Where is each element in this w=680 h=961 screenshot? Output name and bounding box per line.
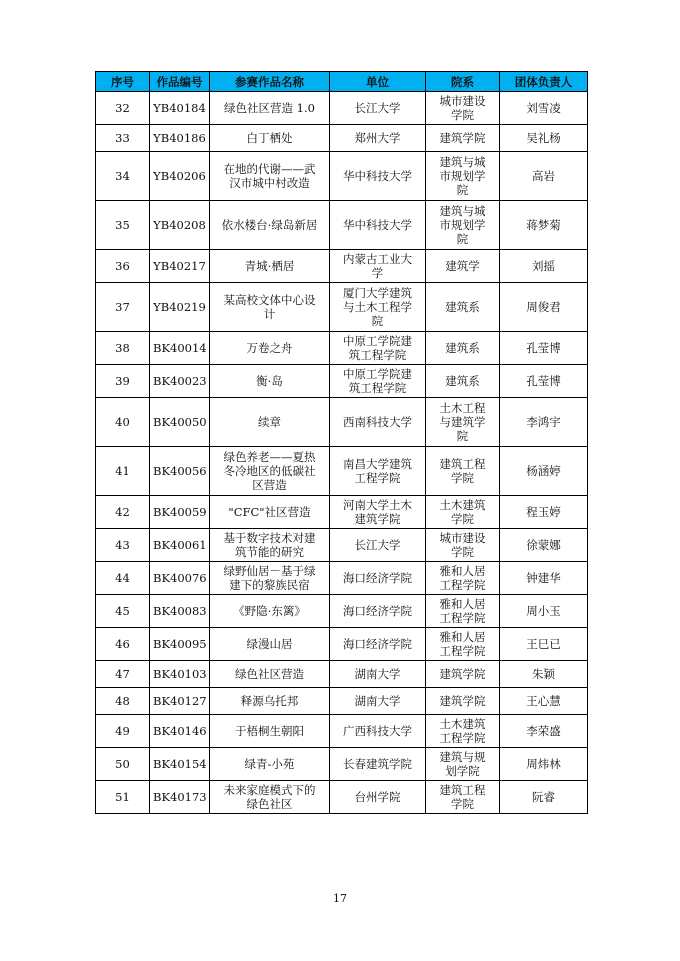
cell-work-code [150, 628, 210, 661]
cell-serial-number-text: 33 [115, 131, 130, 145]
cell-serial-number-text: 34 [115, 169, 130, 183]
cell-department [426, 661, 500, 688]
cell-team-leader-text: 朱颖 [532, 667, 555, 681]
cell-team-leader-text: 孔莹博 [526, 341, 561, 355]
cell-team-leader [500, 661, 588, 688]
cell-unit [330, 365, 426, 398]
cell-team-leader-text: 吴礼杨 [526, 131, 561, 145]
cell-serial-number-text: 50 [115, 757, 130, 771]
cell-work-code-text: YB40186 [153, 131, 206, 145]
cell-serial-number-text: 39 [115, 374, 130, 388]
header-work-code: 作品编号 [150, 72, 210, 92]
cell-unit-text: 中原工学院建 筑工程学院 [343, 367, 412, 395]
table-row [96, 688, 588, 715]
header-team-leader: 团体负责人 [500, 72, 588, 92]
cell-work-code-text: BK40083 [153, 604, 207, 618]
table-row [96, 661, 588, 688]
cell-unit [330, 496, 426, 529]
cell-department-text: 建筑学院 [439, 694, 486, 708]
cell-work-code-text: YB40206 [153, 169, 206, 183]
cell-serial-number [96, 688, 150, 715]
cell-unit-text: 长江大学 [354, 538, 401, 552]
cell-work-title-text: 基于数字技术对建 筑节能的研究 [223, 531, 316, 559]
cell-serial-number-text: 46 [115, 637, 130, 651]
cell-team-leader-text: 王心慧 [526, 694, 561, 708]
cell-serial-number-text: 37 [115, 300, 130, 314]
cell-unit [330, 781, 426, 814]
table-row [96, 447, 588, 496]
cell-work-title [210, 562, 330, 595]
cell-unit-text: 长江大学 [354, 101, 401, 115]
cell-department [426, 332, 500, 365]
cell-work-code-text: BK40173 [153, 790, 207, 804]
cell-team-leader [500, 365, 588, 398]
cell-department-text: 城市建设 学院 [439, 531, 486, 559]
cell-department [426, 748, 500, 781]
cell-work-code-text: YB40219 [153, 300, 206, 314]
cell-work-code-text: BK40095 [153, 637, 207, 651]
header-serial-number: 序号 [96, 72, 150, 92]
cell-serial-number-text: 42 [115, 505, 130, 519]
cell-work-title [210, 125, 330, 152]
cell-serial-number-text: 35 [115, 218, 130, 232]
cell-department [426, 398, 500, 447]
cell-work-title [210, 152, 330, 201]
cell-department [426, 496, 500, 529]
cell-serial-number [96, 92, 150, 125]
cell-serial-number-text: 36 [115, 259, 130, 273]
cell-department [426, 283, 500, 332]
cell-team-leader-text: 周小玉 [526, 604, 561, 618]
cell-serial-number [96, 201, 150, 250]
cell-unit-text: 海口经济学院 [343, 604, 412, 618]
cell-work-code-text: YB40208 [153, 218, 206, 232]
cell-team-leader-text: 钟建华 [526, 571, 561, 585]
cell-team-leader [500, 715, 588, 748]
cell-department [426, 628, 500, 661]
cell-serial-number-text: 38 [115, 341, 130, 355]
cell-department [426, 715, 500, 748]
cell-department [426, 447, 500, 496]
cell-team-leader-text: 蒋梦菊 [526, 218, 561, 232]
table-row [96, 595, 588, 628]
cell-unit [330, 332, 426, 365]
cell-department-text: 土木建筑 学院 [439, 498, 486, 526]
cell-team-leader-text: 周炜林 [526, 757, 561, 771]
cell-work-title-text: 绿色养老——夏热 冬冷地区的低碳社 区营造 [223, 450, 316, 492]
table-row [96, 529, 588, 562]
header-work-title: 参赛作品名称 [210, 72, 330, 92]
table-row [96, 125, 588, 152]
cell-work-code [150, 529, 210, 562]
cell-work-title [210, 398, 330, 447]
cell-team-leader [500, 628, 588, 661]
cell-department-text: 建筑工程 学院 [439, 783, 486, 811]
cell-work-title-text: 青城·栖居 [244, 259, 295, 273]
cell-department [426, 201, 500, 250]
cell-work-code [150, 748, 210, 781]
table-row [96, 562, 588, 595]
header-department: 院系 [426, 72, 500, 92]
cell-work-code [150, 688, 210, 715]
cell-work-title-text: 释源乌托邦 [240, 694, 299, 708]
cell-department [426, 595, 500, 628]
cell-work-title-text: 衡·岛 [256, 374, 283, 388]
cell-team-leader [500, 92, 588, 125]
cell-team-leader [500, 152, 588, 201]
cell-work-title-text: 万卷之舟 [246, 341, 293, 355]
table-body [96, 92, 588, 814]
cell-work-title-text: 未来家庭模式下的 绿色社区 [223, 783, 316, 811]
cell-unit-text: 内蒙古工业大 学 [343, 252, 412, 280]
cell-serial-number-text: 48 [115, 694, 130, 708]
cell-work-code [150, 496, 210, 529]
cell-unit-text: 西南科技大学 [343, 415, 412, 429]
cell-work-title-text: 某高校文体中心设 计 [223, 293, 316, 321]
cell-serial-number [96, 283, 150, 332]
cell-team-leader-text: 李荣盛 [526, 724, 561, 738]
cell-work-code-text: BK40127 [153, 694, 207, 708]
cell-team-leader [500, 332, 588, 365]
cell-unit [330, 447, 426, 496]
cell-serial-number-text: 45 [115, 604, 130, 618]
cell-team-leader-text: 周俊君 [526, 300, 561, 314]
cell-unit-text: 广西科技大学 [343, 724, 412, 738]
cell-unit-text: 海口经济学院 [343, 637, 412, 651]
cell-department [426, 529, 500, 562]
cell-serial-number-text: 32 [115, 101, 130, 115]
table-row [96, 398, 588, 447]
cell-unit-text: 河南大学土木 建筑学院 [343, 498, 412, 526]
cell-unit-text: 湖南大学 [354, 694, 401, 708]
cell-work-code [150, 595, 210, 628]
cell-department [426, 365, 500, 398]
cell-team-leader-text: 阮睿 [532, 790, 555, 804]
cell-team-leader [500, 496, 588, 529]
cell-work-code [150, 332, 210, 365]
cell-unit-text: 郑州大学 [354, 131, 401, 145]
cell-team-leader-text: 刘摇 [532, 259, 555, 273]
cell-department-text: 建筑与城 市规划学 院 [439, 155, 486, 197]
cell-team-leader-text: 徐蒙娜 [526, 538, 561, 552]
cell-unit [330, 661, 426, 688]
cell-team-leader [500, 125, 588, 152]
cell-department [426, 781, 500, 814]
cell-work-code [150, 201, 210, 250]
cell-work-title-text: 绿色社区营造 [235, 667, 304, 681]
cell-department [426, 152, 500, 201]
cell-work-title-text: 绿色社区营造 1.0 [224, 101, 315, 115]
cell-unit [330, 398, 426, 447]
cell-team-leader-text: 程玉婷 [526, 505, 561, 519]
cell-department [426, 125, 500, 152]
cell-work-title [210, 595, 330, 628]
cell-unit-text: 华中科技大学 [343, 169, 412, 183]
cell-team-leader [500, 688, 588, 715]
cell-unit-text: 厦门大学建筑 与土木工程学 院 [343, 286, 412, 328]
cell-serial-number [96, 125, 150, 152]
table-row [96, 152, 588, 201]
cell-work-title-text: "CFC"社区营造 [228, 505, 311, 519]
cell-work-title [210, 688, 330, 715]
cell-work-code-text: BK40154 [153, 757, 207, 771]
cell-serial-number [96, 595, 150, 628]
cell-work-title [210, 250, 330, 283]
cell-work-title-text: 绿野仙居－基于绿 建下的黎族民宿 [223, 564, 316, 592]
cell-serial-number-text: 41 [115, 464, 130, 478]
cell-department-text: 建筑工程 学院 [439, 457, 486, 485]
cell-work-title [210, 628, 330, 661]
cell-unit [330, 152, 426, 201]
cell-department [426, 688, 500, 715]
cell-department-text: 雅和人居 工程学院 [439, 597, 486, 625]
cell-unit [330, 125, 426, 152]
cell-work-title [210, 715, 330, 748]
cell-unit [330, 92, 426, 125]
cell-work-code [150, 125, 210, 152]
cell-work-title [210, 92, 330, 125]
cell-serial-number-text: 49 [115, 724, 130, 738]
cell-serial-number [96, 332, 150, 365]
table-row [96, 201, 588, 250]
cell-serial-number-text: 43 [115, 538, 130, 552]
cell-work-code-text: BK40059 [153, 505, 207, 519]
cell-team-leader [500, 748, 588, 781]
cell-unit-text: 中原工学院建 筑工程学院 [343, 334, 412, 362]
header-row [96, 72, 588, 92]
cell-work-code-text: BK40023 [153, 374, 207, 388]
cell-unit [330, 715, 426, 748]
cell-work-code [150, 283, 210, 332]
cell-department-text: 雅和人居 工程学院 [439, 564, 486, 592]
cell-department [426, 562, 500, 595]
cell-team-leader-text: 高岩 [532, 169, 555, 183]
cell-team-leader-text: 李鸿宇 [526, 415, 561, 429]
cell-work-code [150, 661, 210, 688]
cell-unit [330, 628, 426, 661]
cell-unit [330, 748, 426, 781]
cell-work-title [210, 661, 330, 688]
cell-department-text: 土木工程 与建筑学 院 [439, 401, 486, 443]
cell-team-leader [500, 201, 588, 250]
cell-work-code-text: YB40184 [153, 101, 206, 115]
cell-unit [330, 283, 426, 332]
cell-unit-text: 长春建筑学院 [343, 757, 412, 771]
cell-unit [330, 529, 426, 562]
cell-team-leader-text: 王巳已 [526, 637, 561, 651]
table-row [96, 781, 588, 814]
cell-work-code [150, 250, 210, 283]
cell-work-code-text: BK40056 [153, 464, 207, 478]
cell-department [426, 92, 500, 125]
cell-work-code [150, 152, 210, 201]
cell-department [426, 250, 500, 283]
cell-unit [330, 595, 426, 628]
table-row [96, 332, 588, 365]
cell-team-leader-text: 孔莹博 [526, 374, 561, 388]
cell-work-code-text: BK40061 [153, 538, 207, 552]
cell-team-leader [500, 595, 588, 628]
cell-work-title [210, 283, 330, 332]
cell-unit-text: 华中科技大学 [343, 218, 412, 232]
cell-unit [330, 250, 426, 283]
cell-work-code [150, 365, 210, 398]
table-row [96, 365, 588, 398]
cell-team-leader [500, 250, 588, 283]
cell-work-title [210, 529, 330, 562]
cell-unit-text: 南昌大学建筑 工程学院 [343, 457, 412, 485]
page-number: 17 [333, 892, 347, 905]
cell-team-leader [500, 529, 588, 562]
cell-team-leader [500, 562, 588, 595]
awards-table [95, 71, 588, 814]
cell-serial-number-text: 40 [115, 415, 130, 429]
cell-work-title-text: 依水楼台·绿岛新居 [221, 218, 318, 232]
cell-work-title [210, 748, 330, 781]
cell-work-code-text: BK40050 [153, 415, 207, 429]
cell-serial-number-text: 47 [115, 667, 130, 681]
cell-work-title [210, 781, 330, 814]
cell-serial-number [96, 398, 150, 447]
cell-department-text: 城市建设 学院 [439, 94, 486, 122]
cell-work-title-text: 白丁栖处 [246, 131, 293, 145]
cell-work-title-text: 续章 [258, 415, 281, 429]
cell-work-title-text: 《野隐·东篱》 [233, 604, 306, 618]
table-row [96, 748, 588, 781]
cell-work-code-text: BK40014 [153, 341, 207, 355]
table-row [96, 496, 588, 529]
cell-work-title-text: 在地的代谢——武 汉市城中村改造 [223, 162, 316, 190]
cell-department-text: 建筑系 [445, 374, 480, 388]
cell-work-title [210, 201, 330, 250]
cell-department-text: 雅和人居 工程学院 [439, 630, 486, 658]
cell-unit [330, 562, 426, 595]
cell-serial-number [96, 715, 150, 748]
table-row [96, 715, 588, 748]
cell-work-code-text: BK40076 [153, 571, 207, 585]
cell-team-leader-text: 杨涵婷 [526, 464, 561, 478]
cell-work-code [150, 92, 210, 125]
cell-unit [330, 688, 426, 715]
cell-work-code-text: BK40146 [153, 724, 207, 738]
cell-team-leader-text: 刘雪凌 [526, 101, 561, 115]
cell-work-title [210, 496, 330, 529]
cell-serial-number [96, 781, 150, 814]
header-unit: 单位 [330, 72, 426, 92]
cell-department-text: 建筑与规 划学院 [439, 750, 486, 778]
cell-work-title [210, 365, 330, 398]
cell-serial-number [96, 562, 150, 595]
cell-serial-number [96, 496, 150, 529]
cell-serial-number [96, 661, 150, 688]
table-row [96, 283, 588, 332]
cell-unit-text: 台州学院 [354, 790, 401, 804]
cell-work-code [150, 398, 210, 447]
cell-department-text: 建筑学院 [439, 131, 486, 145]
cell-work-title [210, 447, 330, 496]
cell-work-title-text: 绿青-小苑 [244, 757, 295, 771]
cell-serial-number [96, 250, 150, 283]
cell-department-text: 建筑与城 市规划学 院 [439, 204, 486, 246]
cell-work-title [210, 332, 330, 365]
cell-department-text: 建筑系 [445, 341, 480, 355]
table-row [96, 92, 588, 125]
table-row [96, 628, 588, 661]
cell-serial-number [96, 628, 150, 661]
cell-unit-text: 湖南大学 [354, 667, 401, 681]
cell-department-text: 土木建筑 工程学院 [439, 717, 486, 745]
cell-work-title-text: 于梧桐生朝阳 [235, 724, 304, 738]
cell-department-text: 建筑学 [445, 259, 480, 273]
cell-work-code [150, 781, 210, 814]
cell-work-code [150, 715, 210, 748]
table-row [96, 250, 588, 283]
cell-serial-number [96, 447, 150, 496]
cell-serial-number [96, 748, 150, 781]
cell-work-code [150, 562, 210, 595]
cell-serial-number [96, 529, 150, 562]
cell-department-text: 建筑学院 [439, 667, 486, 681]
cell-work-code [150, 447, 210, 496]
cell-team-leader [500, 398, 588, 447]
cell-serial-number [96, 365, 150, 398]
cell-team-leader [500, 781, 588, 814]
cell-unit-text: 海口经济学院 [343, 571, 412, 585]
cell-team-leader [500, 283, 588, 332]
cell-work-title-text: 绿漫山居 [246, 637, 293, 651]
cell-serial-number-text: 51 [115, 790, 130, 804]
cell-department-text: 建筑系 [445, 300, 480, 314]
cell-team-leader [500, 447, 588, 496]
cell-unit [330, 201, 426, 250]
cell-work-code-text: BK40103 [153, 667, 207, 681]
cell-work-code-text: YB40217 [153, 259, 206, 273]
table-header [96, 72, 588, 92]
cell-serial-number [96, 152, 150, 201]
cell-serial-number-text: 44 [115, 571, 130, 585]
